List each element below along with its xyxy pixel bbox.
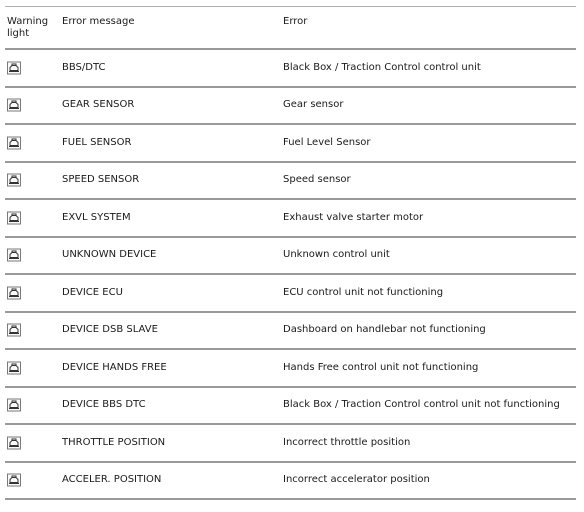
error-table <box>5 6 576 500</box>
table-row <box>5 313 576 351</box>
table-row <box>5 200 576 238</box>
error-message-cell: BBS/DTC <box>62 61 106 73</box>
engine-warning-icon <box>7 361 21 374</box>
error-message-cell: UNKNOWN DEVICE <box>62 249 157 261</box>
warning-light-cell <box>7 174 57 187</box>
warning-light-cell <box>7 324 57 337</box>
error-description-cell: Black Box / Traction Control control unit <box>283 61 481 73</box>
engine-warning-icon <box>7 324 21 337</box>
error-description-cell: Incorrect accelerator position <box>283 474 430 486</box>
error-message-cell: SPEED SENSOR <box>62 174 140 186</box>
error-description-cell: Fuel Level Sensor <box>283 136 371 148</box>
error-message-cell: DEVICE DSB SLAVE <box>62 324 158 336</box>
header-warning-light: Warning light <box>7 16 49 39</box>
error-description-cell: Incorrect throttle position <box>283 436 411 448</box>
engine-warning-icon <box>7 174 21 187</box>
engine-warning-icon <box>7 399 21 412</box>
engine-warning-icon <box>7 436 21 449</box>
warning-light-cell <box>7 249 57 262</box>
warning-light-cell <box>7 286 57 299</box>
error-message-cell: ACCELER. POSITION <box>62 474 162 486</box>
engine-warning-icon <box>7 61 21 74</box>
engine-warning-icon <box>7 249 21 262</box>
table-row <box>5 163 576 201</box>
warning-light-cell <box>7 399 57 412</box>
error-description-cell: Black Box / Traction Control control unit not functioning <box>283 399 560 411</box>
error-description-cell: Gear sensor <box>283 99 344 111</box>
table-row <box>5 125 576 163</box>
warning-light-cell <box>7 436 57 449</box>
table-row <box>5 238 576 276</box>
warning-light-cell <box>7 61 57 74</box>
error-description-cell: Hands Free control unit not functioning <box>283 361 479 373</box>
warning-light-cell <box>7 361 57 374</box>
warning-light-cell <box>7 136 57 149</box>
table-row <box>5 275 576 313</box>
header-error-message: Error message <box>62 16 135 27</box>
engine-warning-icon <box>7 211 21 224</box>
error-message-cell: FUEL SENSOR <box>62 136 132 148</box>
table-header-row <box>5 6 576 50</box>
table-row <box>5 350 576 388</box>
header-error: Error <box>283 16 308 27</box>
engine-warning-icon <box>7 99 21 112</box>
engine-warning-icon <box>7 474 21 487</box>
error-description-cell: ECU control unit not functioning <box>283 286 444 298</box>
error-message-cell: DEVICE BBS DTC <box>62 399 146 411</box>
warning-light-cell <box>7 211 57 224</box>
error-description-cell: Speed sensor <box>283 174 351 186</box>
error-message-cell: DEVICE ECU <box>62 286 123 298</box>
error-description-cell: Exhaust valve starter motor <box>283 211 424 223</box>
engine-warning-icon <box>7 286 21 299</box>
warning-light-cell <box>7 99 57 112</box>
error-description-cell: Unknown control unit <box>283 249 390 261</box>
error-message-cell: DEVICE HANDS FREE <box>62 361 167 373</box>
error-message-cell: THROTTLE POSITION <box>62 436 166 448</box>
table-row <box>5 425 576 463</box>
warning-light-cell <box>7 474 57 487</box>
table-row <box>5 463 576 501</box>
engine-warning-icon <box>7 136 21 149</box>
error-message-cell: GEAR SENSOR <box>62 99 135 111</box>
table-row <box>5 388 576 426</box>
table-row <box>5 88 576 126</box>
error-message-cell: EXVL SYSTEM <box>62 211 131 223</box>
error-description-cell: Dashboard on handlebar not functioning <box>283 324 486 336</box>
table-row <box>5 50 576 88</box>
